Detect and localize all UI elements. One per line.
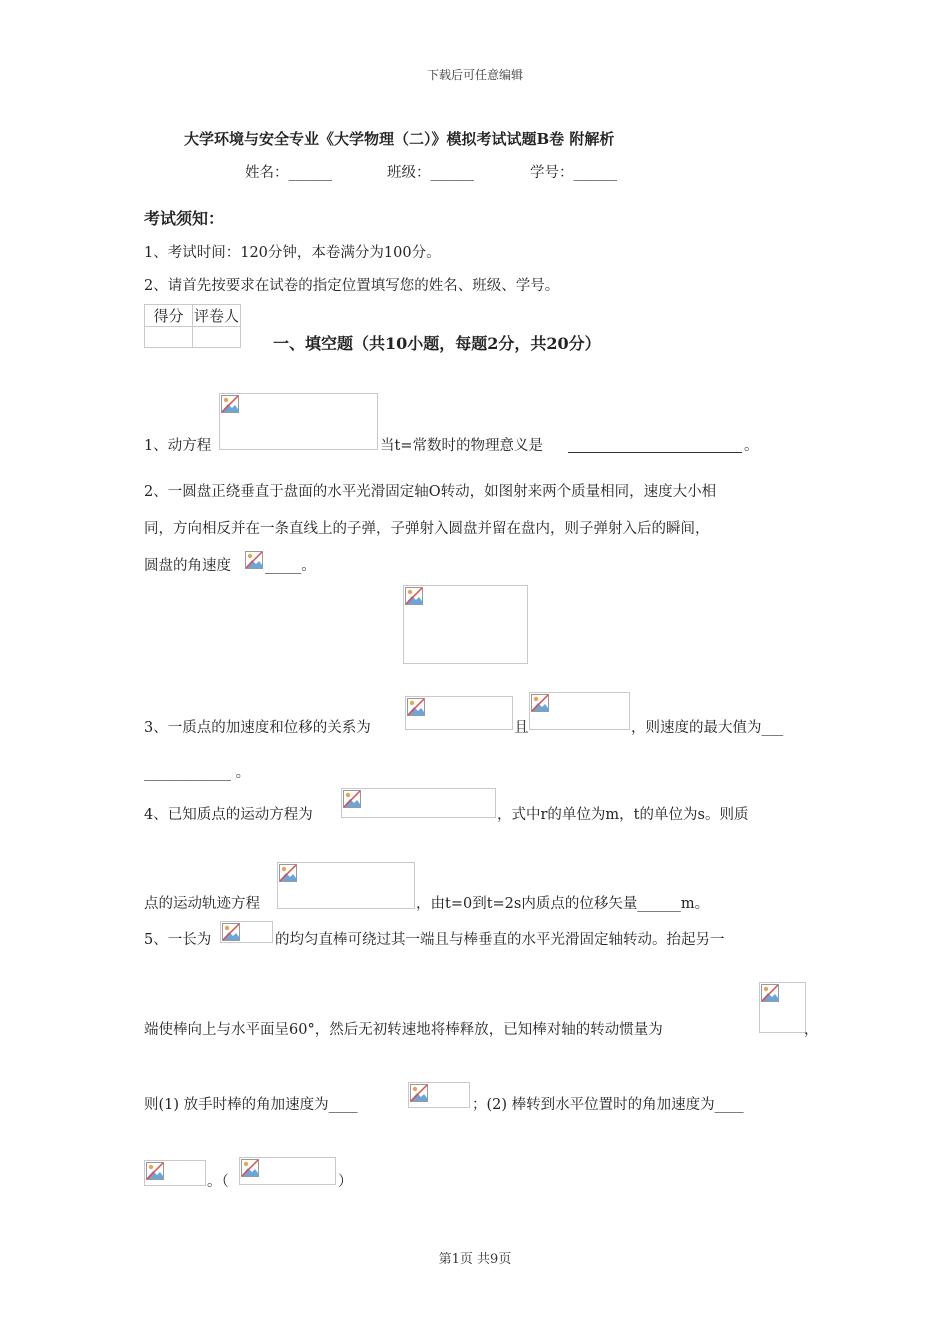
q4-line2-suffix: ，由t=0到t=2s内质点的位移矢量______m。 [416,896,710,912]
formula-image-q4a [341,788,496,818]
formula-image-q5c [408,1082,470,1108]
broken-image-icon [761,984,779,1002]
broken-image-icon [146,1162,164,1180]
broken-image-icon [221,395,239,413]
q1-end: 。 [744,438,759,454]
formula-image-q5b [759,982,806,1033]
broken-image-icon [343,790,361,808]
grader-cell [193,327,241,348]
formula-image-q5d [144,1160,206,1186]
q4-prefix: 4、已知质点的运动方程为 [144,807,313,823]
q5-line4-end: ） [338,1174,353,1190]
q2-line3-prefix: 圆盘的角速度 [144,558,231,574]
q5-line2-end: ， [804,1022,819,1038]
broken-image-icon [222,923,240,941]
grader-header: 评卷人 [193,305,241,327]
formula-image-q2-inline [244,550,264,570]
formula-image-q1 [219,393,378,450]
exam-title: 大学环境与安全专业《大学物理（二）》模拟考试试题B卷 附解析 [184,130,615,148]
broken-image-icon [407,698,425,716]
formula-image-q5a [220,921,273,943]
q3-suffix: ，则速度的最大值为___ [631,720,784,736]
q5-line3-prefix: 则(1) 放手时棒的角加速度为____ [144,1097,358,1113]
q5-suffix: 的均匀直棒可绕过其一端且与棒垂直的水平光滑固定轴转动。抬起另一 [275,932,725,948]
notice-item-2: 2、请首先按要求在试卷的指定位置填写您的姓名、班级、学号。 [144,278,560,294]
q1-suffix: 当t=常数时的物理意义是 [380,438,543,454]
notice-heading: 考试须知： [144,209,225,228]
q5-line3-mid: ；(2) 棒转到水平位置时的角加速度为____ [472,1097,744,1113]
formula-image-q3b [529,692,630,730]
class-field: 班级：______ [387,165,474,181]
q4-line2-prefix: 点的运动轨迹方程 [144,896,260,912]
q2-line2: 同，方向相反并在一条直线上的子弹，子弹射入圆盘并留在盘内，则子弹射入后的瞬间， [144,521,710,537]
q3-mid: 且 [514,720,529,736]
score-table [144,304,241,348]
score-header: 得分 [145,305,193,327]
q3-prefix: 3、一质点的加速度和位移的关系为 [144,720,371,736]
formula-image-q3a [405,696,513,730]
q2-line3-suffix: _____。 [265,558,316,574]
student-id-field: 学号：______ [530,165,617,181]
q1-answer-line [568,452,742,453]
broken-image-icon [245,551,263,569]
q3-line2: ____________ 。 [144,765,251,781]
broken-image-icon [410,1084,428,1102]
name-field: 姓名：______ [245,165,332,181]
q5-prefix: 5、一长为 [144,932,212,948]
q5-line2: 端使棒向上与水平面呈60°，然后无初转速地将棒释放，已知棒对轴的转动惯量为 [144,1022,663,1038]
broken-image-icon [531,694,549,712]
broken-image-icon [405,587,423,605]
q1-prefix: 1、动方程 [144,438,212,454]
broken-image-icon [279,864,297,882]
figure-image-q2 [403,585,528,664]
q5-line4-mid: 。（ [207,1174,229,1190]
section-title: 一、填空题（共10小题，每题2分，共20分） [273,334,601,353]
formula-image-q5e [239,1157,336,1185]
broken-image-icon [241,1159,259,1177]
q4-suffix: ，式中r的单位为m，t的单位为s。则质 [497,807,749,823]
notice-item-1: 1、考试时间：120分钟，本卷满分为100分。 [144,245,441,261]
q2-line1: 2、一圆盘正绕垂直于盘面的水平光滑固定轴O转动，如图射来两个质量相同，速度大小相 [144,484,717,500]
page-number: 第1页 共9页 [438,1252,512,1267]
formula-image-q4b [277,862,415,909]
header-note: 下载后可任意编辑 [426,68,523,82]
score-cell [145,327,193,348]
